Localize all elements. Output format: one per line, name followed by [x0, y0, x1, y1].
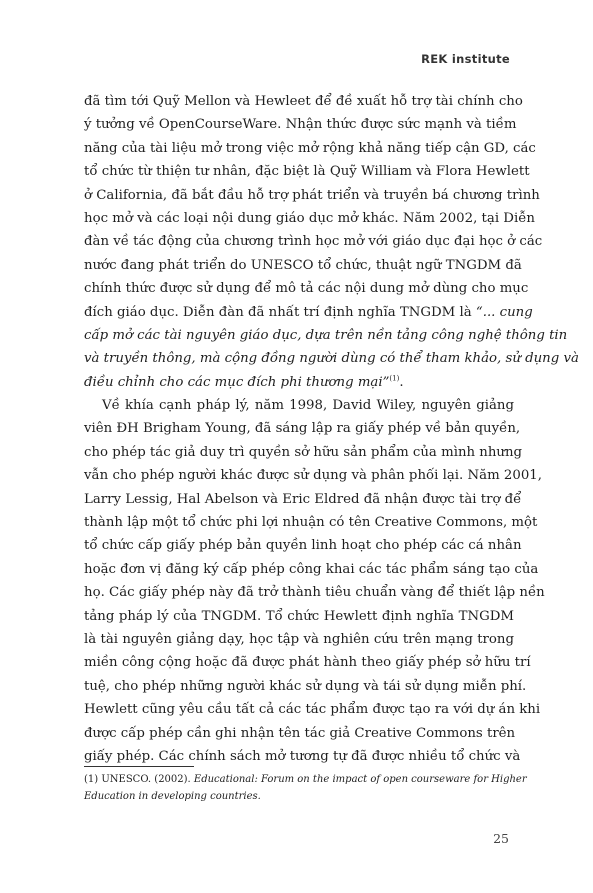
quote-line: và truyền thông, mà cộng đồng người dùng có thể tham khảo, sử dụng và — [84, 351, 579, 367]
text-line: Hewlett cũng yêu cầu tất cả các tác phẩm được tạo ra với dự án khi — [84, 702, 541, 718]
footnote — [84, 771, 527, 805]
quote-line: cấp mở các tài nguyên giáo dục, dựa trên nền tảng công nghệ thông tin — [84, 327, 568, 343]
text-line: viên ĐH Brigham Young, đã sáng lập ra giấy phép về bản quyền, — [84, 421, 521, 437]
text-line: tuệ, cho phép những người khác sử dụng và tái sử dụng miễn phí. — [84, 678, 527, 694]
footnote-prefix: (1) UNESCO. (2002). — [84, 774, 194, 785]
text-line: Về khía cạnh pháp lý, năm 1998, David Wiley, nguyên giảng — [102, 398, 514, 414]
text-line: được cấp phép cần ghi nhận tên tác giả Creative Commons trên — [84, 725, 516, 741]
text-line: miền công cộng hoặc đã được phát hành theo giấy phép sở hữu trí — [84, 655, 531, 671]
footnote-title-continued: Education in developing countries. — [84, 791, 261, 802]
text-line: tổ chức từ thiện tư nhân, đặc biệt là Quỹ William và Flora Hewlett — [84, 164, 530, 180]
text-line: tổ chức cấp giấy phép bản quyền linh hoạt cho phép các cá nhân — [84, 538, 522, 554]
text-line: ý tưởng về OpenCourseWare. Nhận thức được sức mạnh và tiềm — [84, 117, 517, 133]
text-line — [84, 301, 533, 324]
text-line: Larry Lessig, Hal Abelson và Eric Eldred đã nhận được tài trợ để — [84, 491, 522, 507]
text-line: họ. Các giấy phép này đã trở thành tiêu chuẩn vàng để thiết lập nền — [84, 585, 545, 601]
quote-start: “... cung — [475, 304, 533, 320]
text-line: cho phép tác giả duy trì quyền sở hữu sản phẩm của mình nhưng — [84, 444, 523, 460]
text-line: tảng pháp lý của TNGDM. Tổ chức Hewlett định nghĩa TNGDM — [84, 608, 514, 624]
text-line: là tài nguyên giảng dạy, học tập và nghiên cứu trên mạng trong — [84, 631, 514, 647]
footnote-line — [84, 771, 527, 788]
text-line: đã tìm tới Quỹ Mellon và Hewleet để đề xuất hỗ trợ tài chính cho — [84, 94, 523, 109]
text-line: ở California, đã bắt đầu hỗ trợ phát triển và truyền bá chương trình — [84, 187, 540, 203]
text-line: đàn về tác động của chương trình học mở với giáo dục đại học ở các — [84, 234, 543, 250]
footnote-title: Educational: Forum on the impact of open courseware for Higher — [193, 774, 527, 785]
text-line: vẫn cho phép người khác được sử dụng và phân phối lại. Năm 2001, — [84, 468, 542, 484]
text-line: nước đang phát triển do UNESCO tổ chức, thuật ngữ TNGDM đã — [84, 257, 522, 273]
quote-end-line — [84, 371, 514, 394]
page-number: 25 — [493, 831, 509, 846]
text-line: chính thức được sử dụng để mô tả các nội dung mở dùng cho mục — [84, 281, 529, 297]
text-line: thành lập một tổ chức phi lợi nhuận có tên Creative Commons, một — [84, 515, 538, 531]
text-span: . — [399, 374, 404, 390]
text-line: năng của tài liệu mở trong việc mở rộng khả năng tiếp cận GD, các — [84, 140, 536, 156]
text-line: hoặc đơn vị đăng ký cấp phép công khai các tác phẩm sáng tạo của — [84, 561, 539, 577]
text-span: đích giáo dục. Diễn đàn đã nhất trí định nghĩa TNGDM là — [84, 304, 476, 320]
footnote-reference[interactable]: (1) — [389, 374, 400, 383]
footnote-divider — [84, 766, 194, 767]
text-line: học mở và các loại nội dung giáo dục mở khác. Năm 2002, tại Diễn — [84, 210, 535, 226]
text-line: giấy phép. Các chính sách mở tương tự đã được nhiều tổ chức và — [84, 748, 521, 764]
quote-end: điều chỉnh cho các mục đích phi thương mại” — [84, 374, 390, 390]
body-text — [84, 90, 579, 768]
running-header: REK institute — [421, 52, 510, 66]
